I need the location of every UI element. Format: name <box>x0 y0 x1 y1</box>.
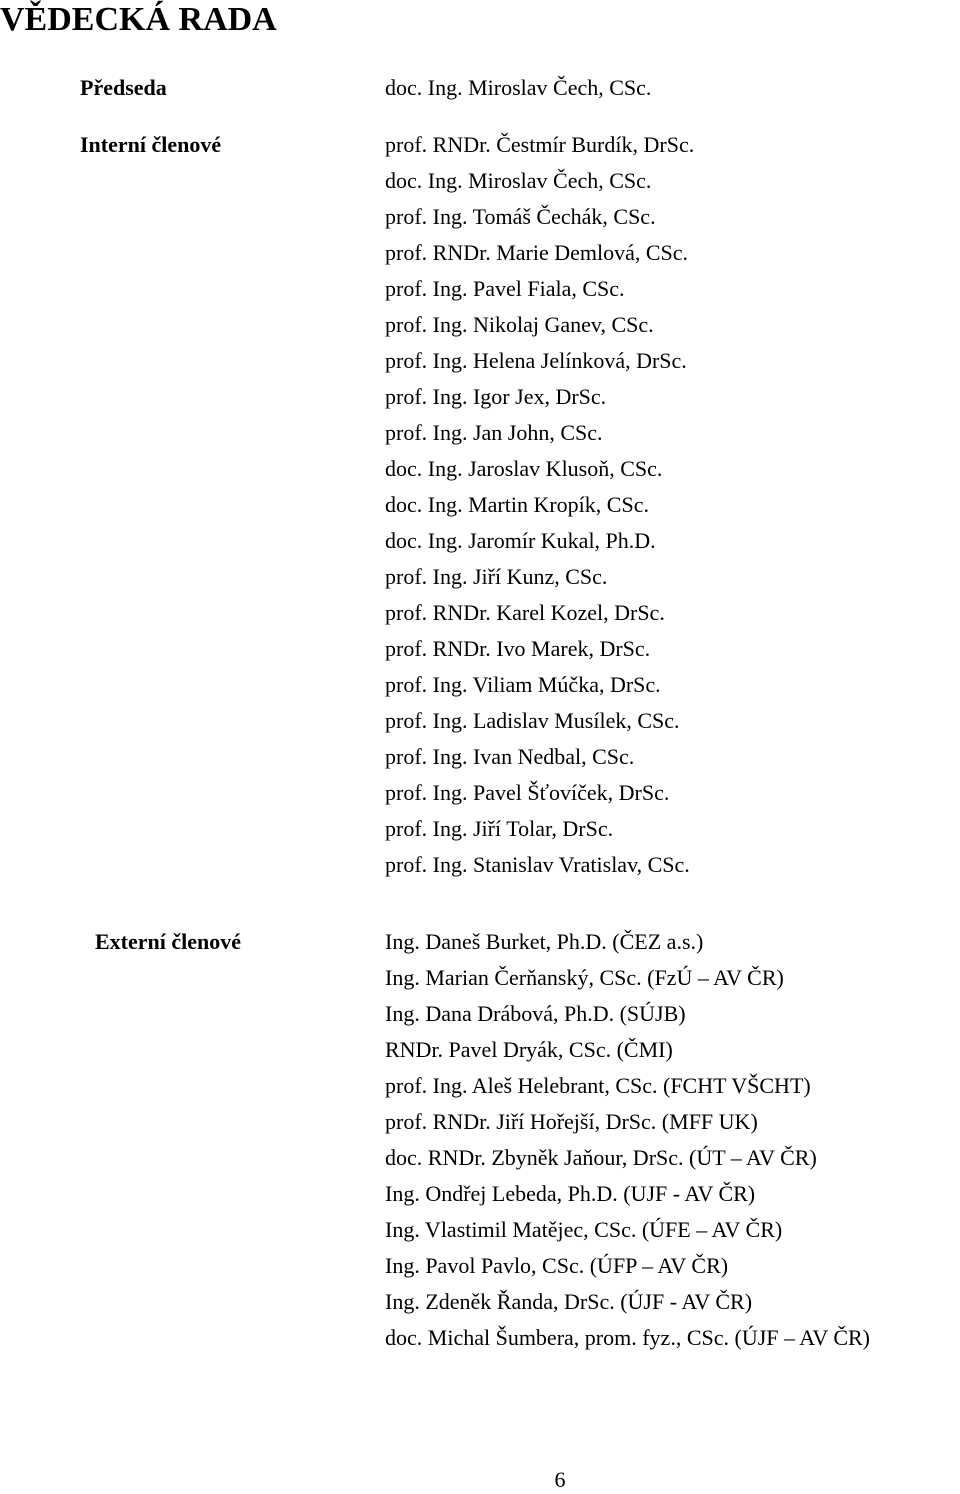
chair-label: Předseda <box>80 75 167 100</box>
internal-members-list <box>385 127 694 883</box>
internal-member: prof. RNDr. Karel Kozel, DrSc. <box>385 600 665 625</box>
external-members-list <box>385 924 870 1356</box>
internal-member: prof. RNDr. Marie Demlová, CSc. <box>385 240 689 265</box>
internal-member: prof. Ing. Pavel Fiala, CSc. <box>385 276 625 301</box>
external-member: Ing. Daneš Burket, Ph.D. (ČEZ a.s.) <box>385 929 704 954</box>
internal-member: prof. Ing. Stanislav Vratislav, CSc. <box>385 852 690 877</box>
external-member: Ing. Ondřej Lebeda, Ph.D. (UJF - AV ČR) <box>385 1181 756 1206</box>
internal-member: prof. Ing. Jiří Tolar, DrSc. <box>385 816 614 841</box>
internal-member: prof. Ing. Tomáš Čechák, CSc. <box>385 204 656 229</box>
internal-member: prof. Ing. Ivan Nedbal, CSc. <box>385 744 635 769</box>
chair-list <box>385 70 651 106</box>
internal-member: prof. Ing. Ladislav Musílek, CSc. <box>385 708 680 733</box>
external-member: Ing. Zdeněk Řanda, DrSc. (ÚJF - AV ČR) <box>385 1289 753 1314</box>
external-member: Ing. Pavol Pavlo, CSc. (ÚFP – AV ČR) <box>385 1253 729 1278</box>
external-member: doc. Michal Šumbera, prom. fyz., CSc. (ÚJF – AV ČR) <box>385 1325 870 1350</box>
internal-member: prof. Ing. Jan John, CSc. <box>385 420 603 445</box>
chair-name: doc. Ing. Miroslav Čech, CSc. <box>385 75 652 100</box>
internal-member: prof. Ing. Jiří Kunz, CSc. <box>385 564 608 589</box>
external-member: doc. RNDr. Zbyněk Jaňour, DrSc. (ÚT – AV ČR) <box>385 1145 817 1170</box>
internal-member: prof. Ing. Nikolaj Ganev, CSc. <box>385 312 654 337</box>
external-member: prof. RNDr. Jiří Hořejší, DrSc. (MFF UK) <box>385 1109 758 1134</box>
page-title: VĚDECKÁ RADA <box>0 1 277 38</box>
internal-members-label: Interní členové <box>80 132 222 157</box>
internal-member: prof. RNDr. Ivo Marek, DrSc. <box>385 636 651 661</box>
internal-member: prof. Ing. Viliam Múčka, DrSc. <box>385 672 661 697</box>
external-member: prof. Ing. Aleš Helebrant, CSc. (FCHT VŠCHT) <box>385 1073 811 1098</box>
external-member: Ing. Marian Čerňanský, CSc. (FzÚ – AV ČR) <box>385 965 784 990</box>
internal-member: prof. Ing. Igor Jex, DrSc. <box>385 384 607 409</box>
page-number: 6 <box>554 1467 566 1492</box>
internal-member: doc. Ing. Jaroslav Klusoň, CSc. <box>385 456 663 481</box>
internal-member: prof. Ing. Pavel Šťovíček, DrSc. <box>385 780 670 805</box>
internal-member: prof. RNDr. Čestmír Burdík, DrSc. <box>385 132 695 157</box>
external-member: Ing. Vlastimil Matějec, CSc. (ÚFE – AV ČR) <box>385 1217 783 1242</box>
internal-member: doc. Ing. Miroslav Čech, CSc. <box>385 168 652 193</box>
external-member: RNDr. Pavel Dryák, CSc. (ČMI) <box>385 1037 673 1062</box>
internal-member: doc. Ing. Jaromír Kukal, Ph.D. <box>385 528 656 553</box>
internal-member: doc. Ing. Martin Kropík, CSc. <box>385 492 649 517</box>
external-member: Ing. Dana Drábová, Ph.D. (SÚJB) <box>385 1001 686 1026</box>
internal-member: prof. Ing. Helena Jelínková, DrSc. <box>385 348 687 373</box>
external-members-label: Externí členové <box>95 929 242 954</box>
